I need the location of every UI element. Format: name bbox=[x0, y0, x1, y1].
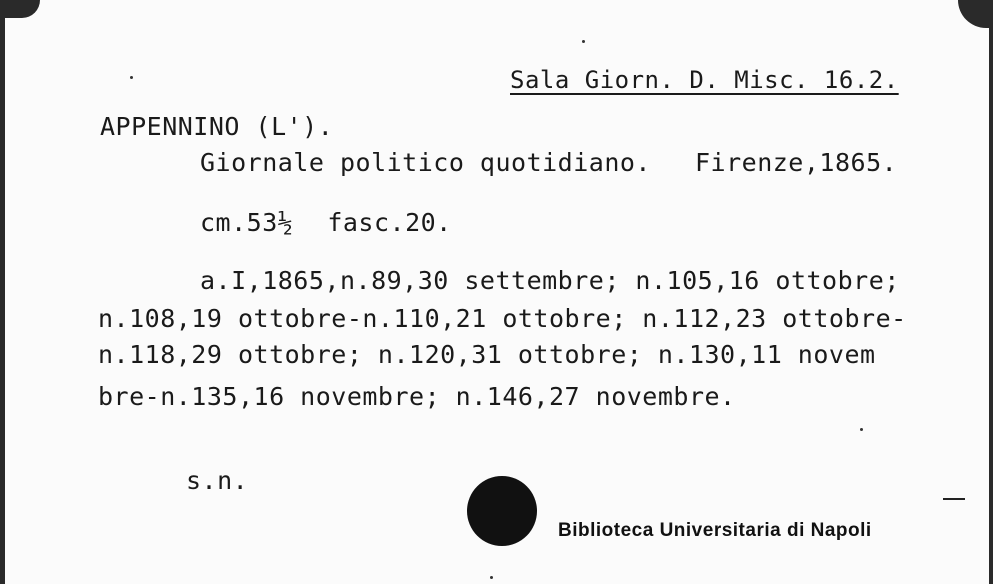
holdings-line-2: n.108,19 ottobre-n.110,21 ottobre; n.112,23 ottobre- bbox=[98, 304, 907, 333]
library-stamp-dot bbox=[467, 476, 537, 546]
entry-title: APPENNINO (L'). bbox=[100, 112, 334, 141]
note: s.n. bbox=[186, 466, 249, 495]
fascicles-value: fasc.20. bbox=[327, 208, 452, 237]
holdings-line-4: bre-n.135,16 novembre; n.146,27 novembre. bbox=[98, 382, 736, 411]
library-name: Biblioteca Universitaria di Napoli bbox=[558, 520, 872, 541]
physical-description bbox=[200, 208, 452, 237]
scan-corner-top-right bbox=[958, 0, 993, 28]
scan-corner-top-left bbox=[0, 0, 40, 18]
ink-speck bbox=[860, 428, 863, 431]
place-date: Firenze,1865. bbox=[695, 148, 898, 177]
holdings-line-3: n.118,29 ottobre; n.120,31 ottobre; n.130,11 novem bbox=[98, 340, 876, 369]
subtitle: Giornale politico quotidiano. bbox=[200, 148, 651, 177]
holdings-line-1: a.I,1865,n.89,30 settembre; n.105,16 ottobre; bbox=[200, 266, 900, 295]
shelfmark: Sala Giorn. D. Misc. 16.2. bbox=[510, 66, 899, 94]
ink-speck bbox=[582, 40, 585, 43]
scan-edge-left bbox=[0, 0, 5, 584]
scan-edge-right bbox=[989, 0, 993, 584]
ink-speck bbox=[490, 576, 493, 579]
description-line bbox=[200, 148, 897, 177]
size-value: cm.53½ bbox=[200, 208, 294, 237]
margin-dash bbox=[943, 498, 965, 500]
ink-speck bbox=[130, 76, 133, 79]
